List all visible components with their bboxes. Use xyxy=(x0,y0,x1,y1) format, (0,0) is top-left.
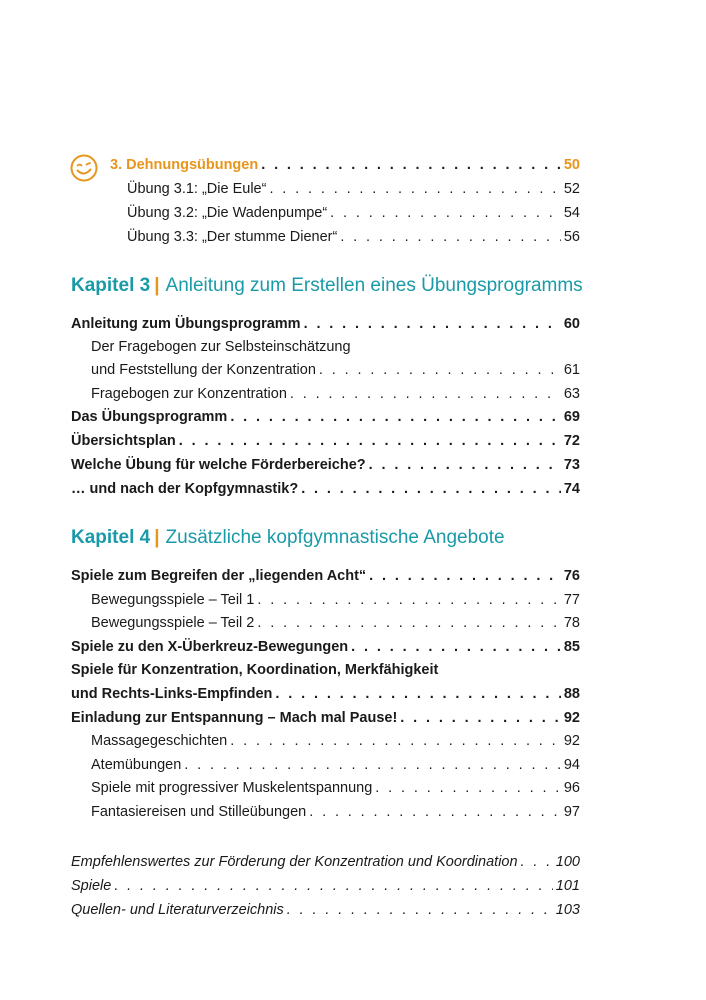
page-number: 54 xyxy=(563,205,580,221)
chapter-number: Kapitel 3 xyxy=(71,275,151,296)
dot-leader xyxy=(230,406,561,428)
dot-leader xyxy=(290,383,561,405)
page-number: 74 xyxy=(563,481,580,497)
page-number: 52 xyxy=(563,181,580,197)
entry-label: … und nach der Kopfgymnastik? xyxy=(71,481,299,497)
entry-label: Bewegungsspiele – Teil 1 xyxy=(91,592,255,608)
entry-label: Quellen- und Literaturverzeichnis xyxy=(71,902,284,918)
page-number: 61 xyxy=(563,362,580,378)
toc-entry-exercise-3-1[interactable] xyxy=(127,178,580,200)
toc-entry-muskelentspannung[interactable] xyxy=(91,777,580,799)
page-number: 103 xyxy=(555,902,580,918)
dot-leader xyxy=(309,801,561,823)
toc-entry-anleitung[interactable] xyxy=(71,313,580,335)
chapter-separator: | xyxy=(154,527,160,548)
page-number: 101 xyxy=(555,878,580,894)
page-number: 76 xyxy=(563,568,580,584)
entry-label: Einladung zur Entspannung – Mach mal Pause! xyxy=(71,710,398,726)
toc-entry-fragebogen-konzentration[interactable] xyxy=(91,383,580,405)
toc-entry-foerderbereiche[interactable] xyxy=(71,454,580,476)
entry-label: Spiele zum Begreifen der „liegenden Acht“ xyxy=(71,568,367,584)
entry-label: 3. Dehnungsübungen xyxy=(110,157,259,173)
page-number: 56 xyxy=(563,229,580,245)
toc-entry-exercise-3-2[interactable] xyxy=(127,202,580,224)
page-number: 97 xyxy=(563,804,580,820)
dot-leader xyxy=(400,707,561,729)
entry-label: Fragebogen zur Konzentration xyxy=(91,386,287,402)
toc-entry-section-3[interactable] xyxy=(110,154,580,176)
chapter-number: Kapitel 4 xyxy=(71,527,151,548)
chapter-title: Zusätzliche kopfgymnastische Angebote xyxy=(165,527,505,548)
page-number: 85 xyxy=(563,639,580,655)
toc-entry-x-ueberkreuz[interactable] xyxy=(71,636,580,658)
smiley-face-icon xyxy=(69,153,99,183)
page-number: 78 xyxy=(563,615,580,631)
entry-label: Bewegungsspiele – Teil 2 xyxy=(91,615,255,631)
toc-entry-uebersichtsplan[interactable] xyxy=(71,430,580,452)
page-number: 77 xyxy=(563,592,580,608)
entry-label: Übung 3.1: „Die Eule“ xyxy=(127,181,267,197)
toc-entry-exercise-3-3[interactable] xyxy=(127,226,580,248)
toc-entry-empfehlenswertes[interactable] xyxy=(71,851,580,873)
chapter-title: Anleitung zum Erstellen eines Übungsprogramms xyxy=(165,275,583,296)
toc-entry-konzentration-line1[interactable]: Spiele für Konzentration, Koordination, Merkfähigkeit xyxy=(71,662,439,678)
toc-entry-rechts-links[interactable] xyxy=(71,683,580,705)
page-number: 96 xyxy=(563,780,580,796)
page-number: 94 xyxy=(563,757,580,773)
entry-label: Empfehlenswertes zur Förderung der Konzentration und Koordination xyxy=(71,854,518,870)
chapter-3-heading xyxy=(71,273,583,299)
toc-entry-fragebogen-line1[interactable]: Der Fragebogen zur Selbsteinschätzung xyxy=(91,339,351,355)
dot-leader xyxy=(521,851,553,873)
entry-label: Übung 3.2: „Die Wadenpumpe“ xyxy=(127,205,328,221)
dot-leader xyxy=(375,777,561,799)
dot-leader xyxy=(369,565,561,587)
dot-leader xyxy=(304,313,561,335)
entry-label: Spiele mit progressiver Muskelentspannung xyxy=(91,780,373,796)
toc-entry-atemuebungen[interactable] xyxy=(91,754,580,776)
entry-label: Spiele xyxy=(71,878,112,894)
entry-label: Welche Übung für welche Förderbereiche? xyxy=(71,457,366,473)
page-number: 63 xyxy=(563,386,580,402)
entry-label: Übersichtsplan xyxy=(71,433,176,449)
entry-label: Übung 3.3: „Der stumme Diener“ xyxy=(127,229,338,245)
page-number: 73 xyxy=(563,457,580,473)
chapter-4-heading xyxy=(71,525,505,551)
dot-leader xyxy=(275,683,560,705)
dot-leader xyxy=(114,875,552,897)
dot-leader xyxy=(257,589,560,611)
page-number: 100 xyxy=(555,854,580,870)
entry-label: Atemübungen xyxy=(91,757,182,773)
dot-leader xyxy=(319,359,561,381)
toc-entry-quellen[interactable] xyxy=(71,899,580,921)
dot-leader xyxy=(230,730,561,752)
toc-entry-nach-kopfgymnastik[interactable] xyxy=(71,478,580,500)
toc-entry-bewegungsspiele-1[interactable] xyxy=(91,589,580,611)
toc-entry-fragebogen-selbst[interactable] xyxy=(91,359,580,381)
dot-leader xyxy=(261,154,561,176)
dot-leader xyxy=(330,202,561,224)
dot-leader xyxy=(340,226,561,248)
entry-label: Spiele zu den X-Überkreuz-Bewegungen xyxy=(71,639,349,655)
dot-leader xyxy=(257,612,560,634)
toc-entry-massagegeschichten[interactable] xyxy=(91,730,580,752)
page-number: 50 xyxy=(563,157,580,173)
toc-entry-fantasiereisen[interactable] xyxy=(91,801,580,823)
entry-label: Fantasiereisen und Stilleübungen xyxy=(91,804,307,820)
entry-label: Massagegeschichten xyxy=(91,733,228,749)
page-number: 72 xyxy=(563,433,580,449)
entry-label: und Rechts-Links-Empfinden xyxy=(71,686,273,702)
chapter-separator: | xyxy=(154,275,160,296)
entry-label: Das Übungsprogramm xyxy=(71,409,228,425)
entry-label: Anleitung zum Übungsprogramm xyxy=(71,316,301,332)
dot-leader xyxy=(301,478,561,500)
toc-entry-liegende-acht[interactable] xyxy=(71,565,580,587)
dot-leader xyxy=(184,754,561,776)
toc-entry-bewegungsspiele-2[interactable] xyxy=(91,612,580,634)
page-number: 88 xyxy=(563,686,580,702)
dot-leader xyxy=(369,454,561,476)
toc-entry-spiele[interactable] xyxy=(71,875,580,897)
dot-leader xyxy=(269,178,560,200)
toc-entry-uebungsprogramm[interactable] xyxy=(71,406,580,428)
dot-leader xyxy=(179,430,561,452)
page-number: 69 xyxy=(563,409,580,425)
dot-leader xyxy=(351,636,561,658)
toc-entry-entspannung[interactable] xyxy=(71,707,580,729)
page-number: 60 xyxy=(563,316,580,332)
page-number: 92 xyxy=(563,710,580,726)
entry-label: und Feststellung der Konzentration xyxy=(91,362,316,378)
dot-leader xyxy=(287,899,553,921)
page-number: 92 xyxy=(563,733,580,749)
